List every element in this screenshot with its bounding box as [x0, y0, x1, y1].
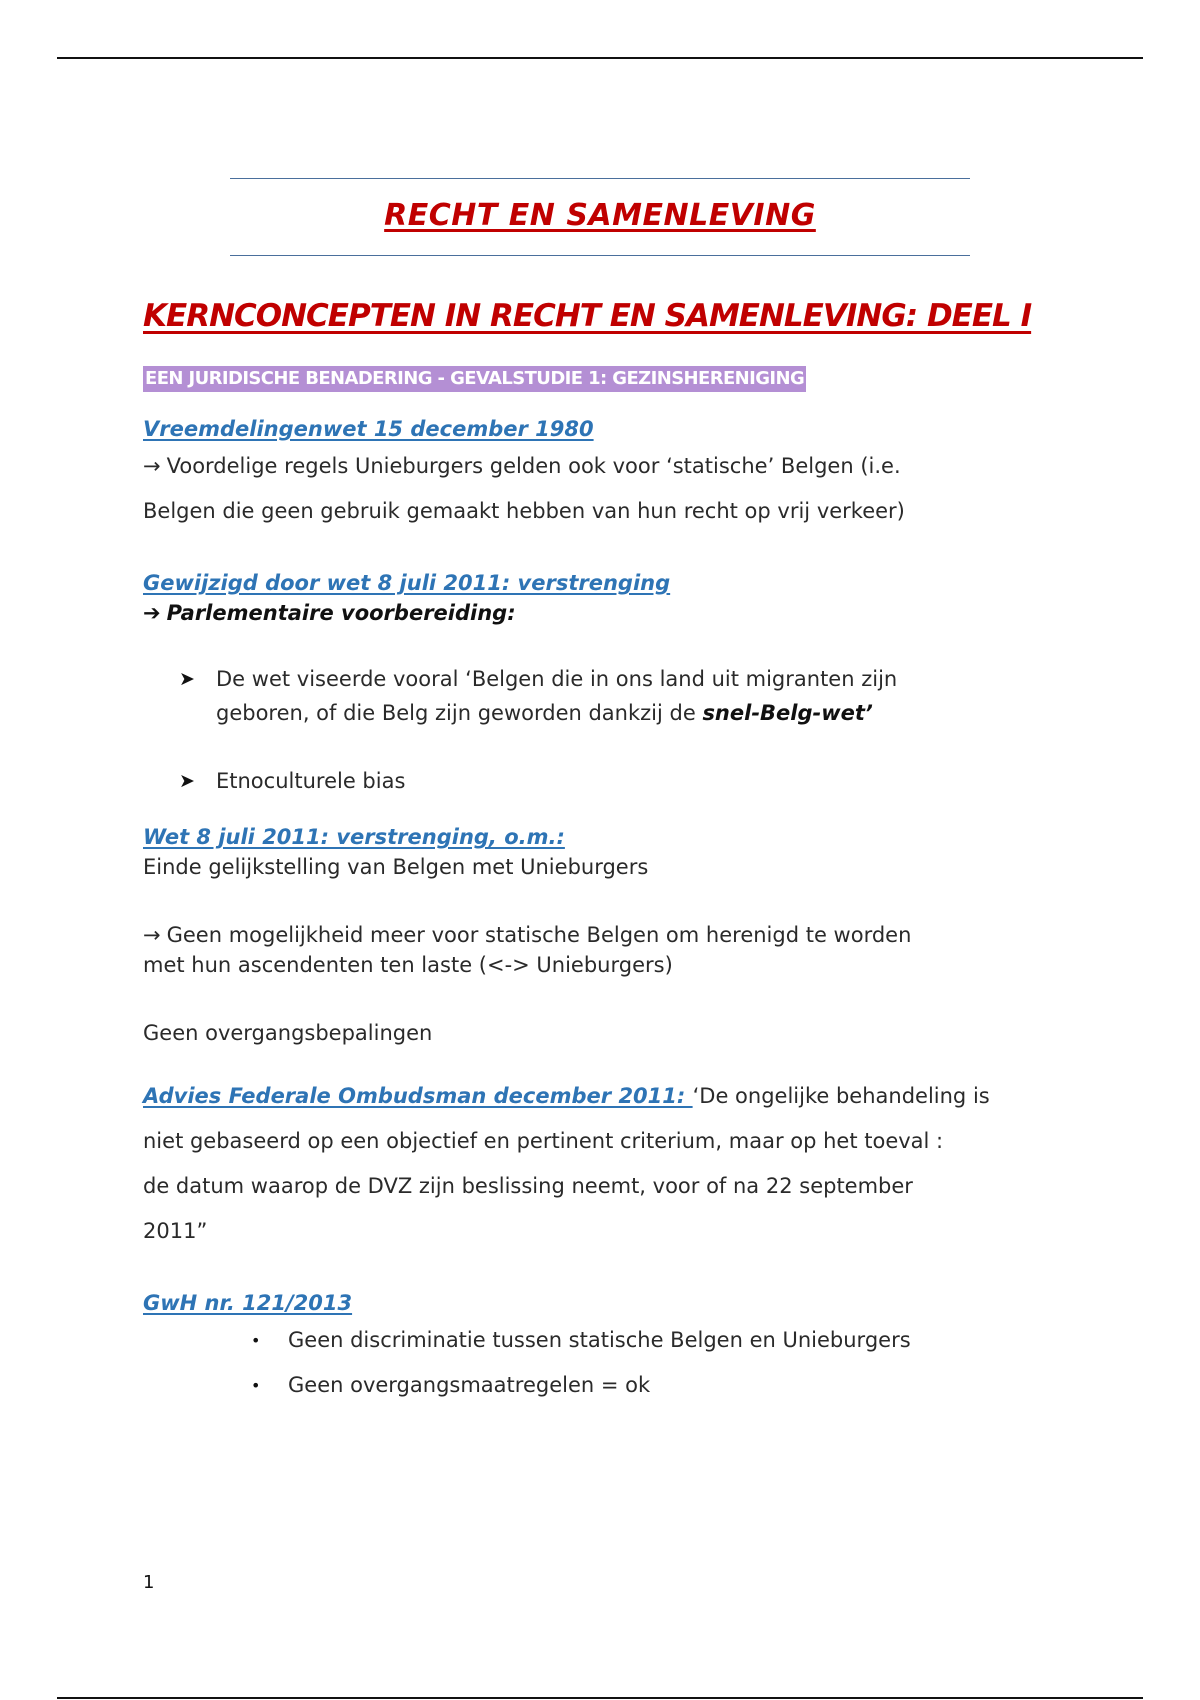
- bold-arrow-right-icon: ➔: [143, 601, 161, 625]
- page-number: 1: [143, 1572, 155, 1593]
- list-item: [143, 1363, 1043, 1408]
- bullet-dot-icon: •: [251, 1376, 261, 1395]
- paragraph-geen-mogelijkheid: [143, 920, 1043, 980]
- section-advies-ombudsman: [143, 1074, 1043, 1254]
- paragraph-advies: [143, 1074, 1043, 1254]
- section-gewijzigd: [143, 568, 1043, 798]
- document-body: [143, 296, 1043, 1408]
- page-top-rule: [57, 57, 1143, 59]
- page-bottom-rule: [57, 1697, 1143, 1699]
- text-line: Geen discriminatie tussen statische Belgen en Unieburgers: [288, 1328, 911, 1352]
- arrow-right-icon: →: [143, 923, 161, 947]
- text-line: De wet viseerde vooral ‘Belgen die in ons land uit migranten zijn: [216, 667, 898, 691]
- emphasis-text: snel-Belg-wet’: [702, 701, 873, 725]
- text-line: Belgen die geen gebruik gemaakt hebben van hun recht op vrij verkeer): [143, 499, 905, 523]
- text-line: Etnoculturele bias: [216, 769, 406, 793]
- text-line: Geen mogelijkheid meer voor statische Belgen om herenigd te worden: [166, 923, 912, 947]
- bullet-list-voorbereiding: [143, 662, 1043, 798]
- text-line: de datum waarop de DVZ zijn beslissing neemt, voor of na 22 september: [143, 1174, 913, 1198]
- section-vreemdelingenwet: [143, 414, 1043, 534]
- text-line: ‘De ongelijke behandeling is: [692, 1084, 990, 1108]
- title-block: [230, 178, 970, 256]
- main-heading: KERNCONCEPTEN IN RECHT EN SAMENLEVING: DEEL I: [143, 298, 1032, 334]
- dot-list-gwh: [143, 1318, 1043, 1408]
- heading-advies-ombudsman: Advies Federale Ombudsman december 2011:: [143, 1084, 693, 1108]
- text-line: 2011”: [143, 1219, 208, 1243]
- list-item: [143, 764, 1043, 798]
- subheading-parlementaire: [143, 598, 1043, 628]
- paragraph-einde-gelijkstelling: Einde gelijkstelling van Belgen met Unieburgers: [143, 855, 649, 879]
- section-wet-2011: [143, 822, 1043, 1048]
- section-label: EEN JURIDISCHE BENADERING - GEVALSTUDIE 1: GEZINSHERENIGING: [143, 366, 806, 392]
- text-line: geboren, of die Belg zijn geworden dankzij de: [216, 701, 703, 725]
- text-line: Voordelige regels Unieburgers gelden ook voor ‘statische’ Belgen (i.e.: [166, 454, 901, 478]
- text-line: met hun ascendenten ten laste (<-> Unieburgers): [143, 953, 673, 977]
- section-gwh: [143, 1288, 1043, 1408]
- bullet-dot-icon: •: [251, 1331, 261, 1350]
- document-title: RECHT EN SAMENLEVING: [384, 198, 816, 233]
- arrowhead-bullet-icon: ➤: [179, 770, 195, 792]
- title-top-rule: [230, 178, 970, 179]
- paragraph-voordelige-regels: [143, 444, 1043, 534]
- arrowhead-bullet-icon: ➤: [179, 668, 195, 690]
- list-item: [143, 1318, 1043, 1363]
- heading-wet-2011: Wet 8 juli 2011: verstrenging, o.m.:: [143, 825, 565, 849]
- arrow-right-icon: →: [143, 454, 161, 478]
- heading-vreemdelingenwet: Vreemdelingenwet 15 december 1980: [143, 417, 594, 441]
- heading-gewijzigd: Gewijzigd door wet 8 juli 2011: verstrenging: [143, 571, 671, 595]
- heading-gwh: GwH nr. 121/2013: [143, 1291, 353, 1315]
- paragraph-overgangsbepalingen: Geen overgangsbepalingen: [143, 1021, 433, 1045]
- text-line: niet gebaseerd op een objectief en pertinent criterium, maar op het toeval :: [143, 1129, 944, 1153]
- title-bottom-rule: [230, 255, 970, 256]
- list-item: [143, 662, 1043, 730]
- subheading-text: Parlementaire voorbereiding:: [166, 601, 516, 625]
- text-line: Geen overgangsmaatregelen = ok: [288, 1373, 651, 1397]
